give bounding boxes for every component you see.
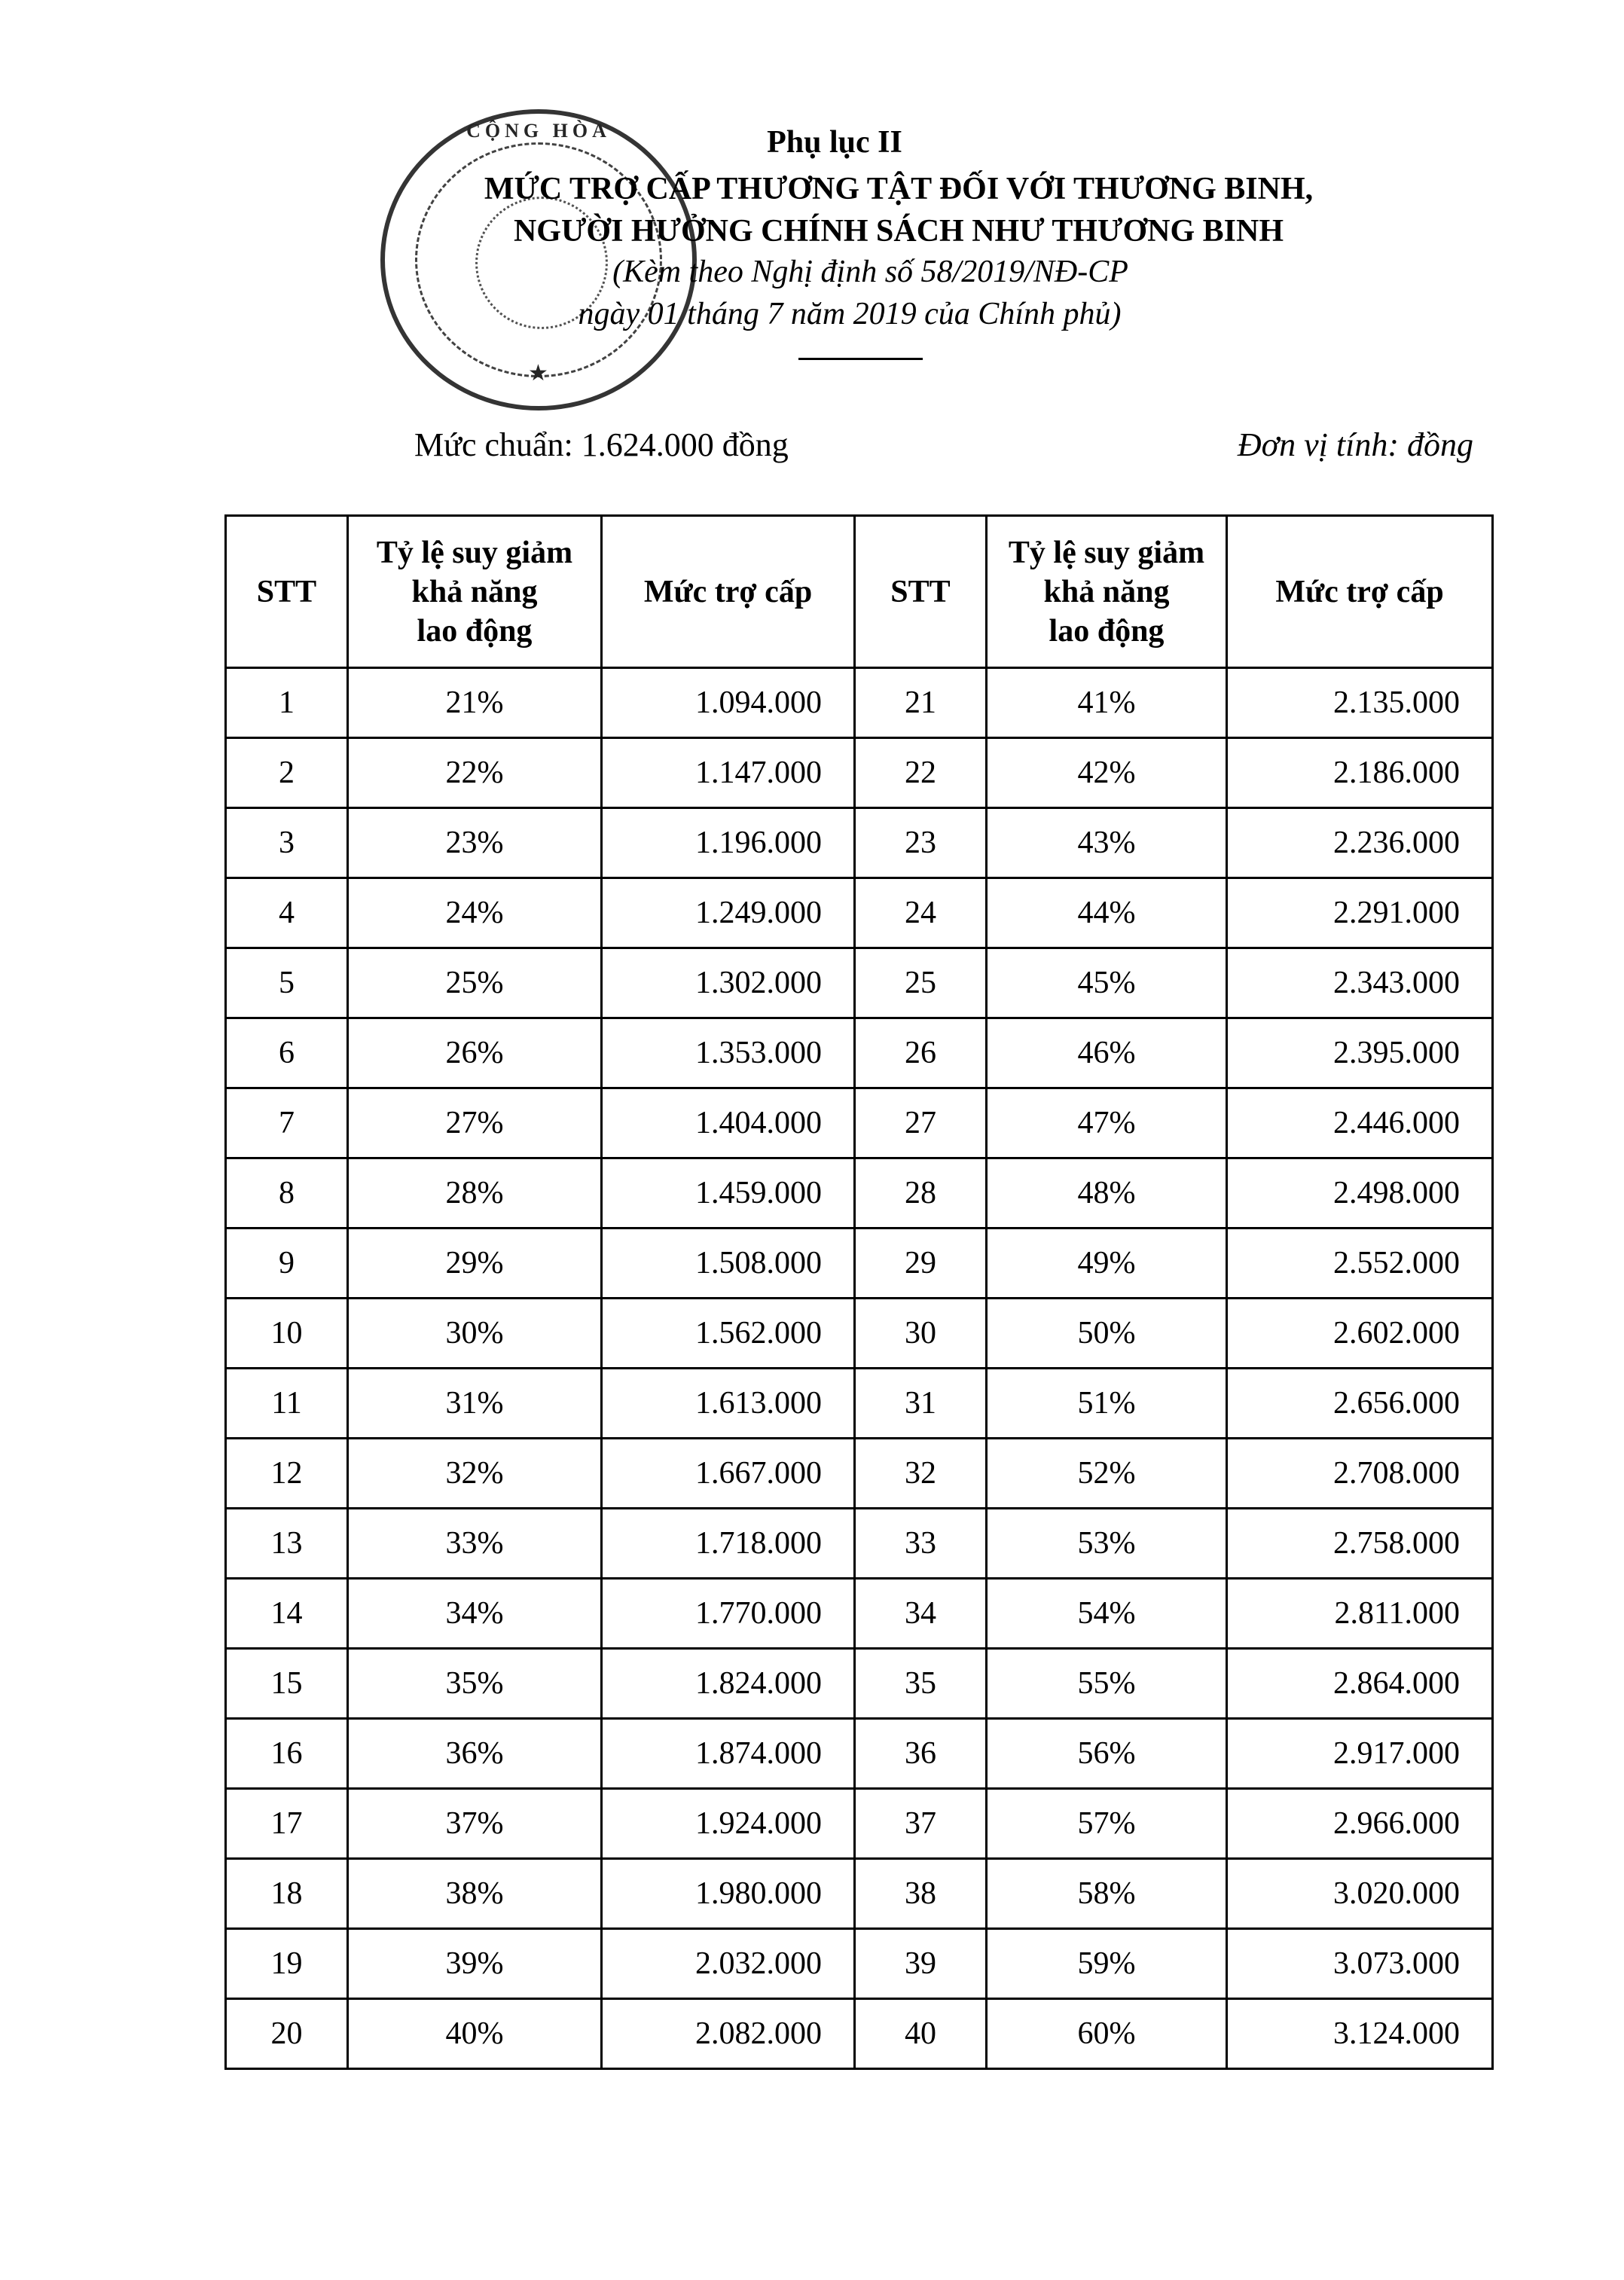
cell-amount: 2.291.000 — [1227, 878, 1493, 948]
table-row — [226, 1088, 1493, 1158]
cell-stt: 20 — [226, 1999, 348, 2069]
cell-stt: 19 — [226, 1929, 348, 1999]
table-row — [226, 878, 1493, 948]
cell-amount: 1.824.000 — [602, 1649, 855, 1719]
cell-stt: 23 — [855, 808, 987, 878]
rate-header-line: lao động — [1049, 613, 1165, 649]
cell-stt: 22 — [855, 738, 987, 808]
base-level-text: Mức chuẩn: 1.624.000 đồng — [414, 426, 789, 463]
cell-amount: 2.656.000 — [1227, 1369, 1493, 1439]
cell-rate: 36% — [348, 1719, 602, 1789]
cell-rate: 34% — [348, 1579, 602, 1649]
cell-rate: 40% — [348, 1999, 602, 2069]
cell-rate: 50% — [987, 1299, 1227, 1369]
cell-stt: 31 — [855, 1369, 987, 1439]
cell-rate: 59% — [987, 1929, 1227, 1999]
cell-stt: 15 — [226, 1649, 348, 1719]
cell-amount: 2.498.000 — [1227, 1158, 1493, 1229]
cell-stt: 34 — [855, 1579, 987, 1649]
cell-amount: 2.552.000 — [1227, 1229, 1493, 1299]
cell-amount: 1.404.000 — [602, 1088, 855, 1158]
table-row — [226, 738, 1493, 808]
cell-amount: 2.864.000 — [1227, 1649, 1493, 1719]
table-row — [226, 1859, 1493, 1929]
table-header-row — [226, 516, 1493, 668]
table-row — [226, 668, 1493, 738]
cell-rate: 37% — [348, 1789, 602, 1859]
table-row — [226, 1229, 1493, 1299]
cell-rate: 23% — [348, 808, 602, 878]
cell-stt: 8 — [226, 1158, 348, 1229]
cell-stt: 16 — [226, 1719, 348, 1789]
cell-rate: 52% — [987, 1439, 1227, 1509]
cell-rate: 21% — [348, 668, 602, 738]
table-row — [226, 1509, 1493, 1579]
cell-stt: 17 — [226, 1789, 348, 1859]
cell-rate: 45% — [987, 948, 1227, 1018]
cell-stt: 37 — [855, 1789, 987, 1859]
cell-amount: 1.562.000 — [602, 1299, 855, 1369]
cell-rate: 26% — [348, 1018, 602, 1088]
cell-amount: 1.094.000 — [602, 668, 855, 738]
seal-top-text: CỘNG HÒA — [466, 120, 611, 142]
rate-header-line: khả năng — [1043, 574, 1170, 609]
cell-stt: 9 — [226, 1229, 348, 1299]
table-row — [226, 1719, 1493, 1789]
cell-amount: 1.353.000 — [602, 1018, 855, 1088]
cell-amount: 1.924.000 — [602, 1789, 855, 1859]
cell-rate: 48% — [987, 1158, 1227, 1229]
cell-rate: 57% — [987, 1789, 1227, 1859]
cell-rate: 25% — [348, 948, 602, 1018]
title-line-2: NGƯỜI HƯỞNG CHÍNH SÁCH NHƯ THƯƠNG BINH — [513, 214, 1284, 249]
cell-amount: 1.667.000 — [602, 1439, 855, 1509]
table-row — [226, 1299, 1493, 1369]
cell-stt: 4 — [226, 878, 348, 948]
cell-amount: 1.459.000 — [602, 1158, 855, 1229]
cell-rate: 27% — [348, 1088, 602, 1158]
col-header-rate — [348, 516, 602, 668]
cell-stt: 21 — [855, 668, 987, 738]
star-icon: ★ — [528, 361, 548, 386]
cell-amount: 1.980.000 — [602, 1859, 855, 1929]
cell-stt: 27 — [855, 1088, 987, 1158]
cell-stt: 40 — [855, 1999, 987, 2069]
table-row — [226, 808, 1493, 878]
cell-rate: 56% — [987, 1719, 1227, 1789]
cell-stt: 25 — [855, 948, 987, 1018]
table-row — [226, 948, 1493, 1018]
subtitle-line-2: ngày 01 tháng 7 năm 2019 của Chính phủ) — [578, 297, 1122, 331]
cell-amount: 1.718.000 — [602, 1509, 855, 1579]
cell-amount: 2.758.000 — [1227, 1509, 1493, 1579]
cell-amount: 1.196.000 — [602, 808, 855, 878]
cell-stt: 3 — [226, 808, 348, 878]
cell-stt: 32 — [855, 1439, 987, 1509]
cell-amount: 2.602.000 — [1227, 1299, 1493, 1369]
cell-rate: 35% — [348, 1649, 602, 1719]
cell-stt: 1 — [226, 668, 348, 738]
cell-stt: 39 — [855, 1929, 987, 1999]
cell-stt: 30 — [855, 1299, 987, 1369]
cell-amount: 2.811.000 — [1227, 1579, 1493, 1649]
cell-rate: 28% — [348, 1158, 602, 1229]
cell-stt: 5 — [226, 948, 348, 1018]
cell-stt: 7 — [226, 1088, 348, 1158]
col-header-amount: Mức trợ cấp — [1227, 516, 1493, 668]
col-header-rate — [987, 516, 1227, 668]
cell-amount: 3.124.000 — [1227, 1999, 1493, 2069]
cell-stt: 26 — [855, 1018, 987, 1088]
cell-amount: 2.186.000 — [1227, 738, 1493, 808]
cell-amount: 2.917.000 — [1227, 1719, 1493, 1789]
col-header-stt: STT — [226, 516, 348, 668]
table-row — [226, 1999, 1493, 2069]
table-row — [226, 1789, 1493, 1859]
unit-text: Đơn vị tính: đồng — [1237, 426, 1473, 463]
header-divider — [798, 358, 923, 360]
rate-header-line: Tỷ lệ suy giảm — [1008, 535, 1205, 570]
allowance-table — [224, 514, 1494, 2070]
cell-stt: 14 — [226, 1579, 348, 1649]
cell-rate: 33% — [348, 1509, 602, 1579]
cell-amount: 1.874.000 — [602, 1719, 855, 1789]
cell-stt: 6 — [226, 1018, 348, 1088]
cell-rate: 22% — [348, 738, 602, 808]
cell-stt: 28 — [855, 1158, 987, 1229]
cell-amount: 3.073.000 — [1227, 1929, 1493, 1999]
cell-amount: 1.147.000 — [602, 738, 855, 808]
cell-rate: 24% — [348, 878, 602, 948]
rate-header-line: khả năng — [411, 574, 538, 609]
table-row — [226, 1929, 1493, 1999]
title-line-1: MỨC TRỢ CẤP THƯƠNG TẬT ĐỐI VỚI THƯƠNG BINH, — [484, 172, 1314, 206]
subtitle-line-1: (Kèm theo Nghị định số 58/2019/NĐ-CP — [612, 255, 1128, 289]
rate-header-line: Tỷ lệ suy giảm — [376, 535, 573, 570]
cell-amount: 2.343.000 — [1227, 948, 1493, 1018]
table-row — [226, 1439, 1493, 1509]
cell-rate: 55% — [987, 1649, 1227, 1719]
cell-rate: 31% — [348, 1369, 602, 1439]
cell-rate: 53% — [987, 1509, 1227, 1579]
table-body — [226, 668, 1493, 2069]
cell-amount: 2.395.000 — [1227, 1018, 1493, 1088]
table-row — [226, 1649, 1493, 1719]
col-header-stt: STT — [855, 516, 987, 668]
cell-stt: 24 — [855, 878, 987, 948]
rate-header-line: lao động — [417, 613, 533, 649]
cell-rate: 60% — [987, 1999, 1227, 2069]
cell-stt: 36 — [855, 1719, 987, 1789]
cell-stt: 29 — [855, 1229, 987, 1299]
cell-amount: 1.770.000 — [602, 1579, 855, 1649]
table-row — [226, 1018, 1493, 1088]
cell-rate: 43% — [987, 808, 1227, 878]
cell-rate: 58% — [987, 1859, 1227, 1929]
cell-stt: 35 — [855, 1649, 987, 1719]
cell-rate: 51% — [987, 1369, 1227, 1439]
cell-amount: 2.708.000 — [1227, 1439, 1493, 1509]
cell-rate: 38% — [348, 1859, 602, 1929]
cell-amount: 1.508.000 — [602, 1229, 855, 1299]
cell-amount: 3.020.000 — [1227, 1859, 1493, 1929]
cell-amount: 2.082.000 — [602, 1999, 855, 2069]
cell-rate: 39% — [348, 1929, 602, 1999]
appendix-label: Phụ lục II — [767, 125, 902, 160]
cell-rate: 49% — [987, 1229, 1227, 1299]
cell-amount: 2.236.000 — [1227, 808, 1493, 878]
cell-rate: 41% — [987, 668, 1227, 738]
table-row — [226, 1158, 1493, 1229]
table-row — [226, 1369, 1493, 1439]
cell-amount: 2.135.000 — [1227, 668, 1493, 738]
cell-stt: 38 — [855, 1859, 987, 1929]
cell-stt: 13 — [226, 1509, 348, 1579]
cell-rate: 47% — [987, 1088, 1227, 1158]
cell-amount: 1.249.000 — [602, 878, 855, 948]
cell-rate: 32% — [348, 1439, 602, 1509]
col-header-amount: Mức trợ cấp — [602, 516, 855, 668]
cell-rate: 44% — [987, 878, 1227, 948]
cell-rate: 30% — [348, 1299, 602, 1369]
cell-amount: 1.302.000 — [602, 948, 855, 1018]
cell-rate: 42% — [987, 738, 1227, 808]
cell-amount: 2.032.000 — [602, 1929, 855, 1999]
cell-amount: 2.966.000 — [1227, 1789, 1493, 1859]
cell-rate: 29% — [348, 1229, 602, 1299]
cell-amount: 1.613.000 — [602, 1369, 855, 1439]
cell-stt: 12 — [226, 1439, 348, 1509]
cell-rate: 54% — [987, 1579, 1227, 1649]
cell-stt: 11 — [226, 1369, 348, 1439]
cell-rate: 46% — [987, 1018, 1227, 1088]
cell-stt: 18 — [226, 1859, 348, 1929]
cell-stt: 33 — [855, 1509, 987, 1579]
cell-stt: 10 — [226, 1299, 348, 1369]
cell-stt: 2 — [226, 738, 348, 808]
table-row — [226, 1579, 1493, 1649]
cell-amount: 2.446.000 — [1227, 1088, 1493, 1158]
